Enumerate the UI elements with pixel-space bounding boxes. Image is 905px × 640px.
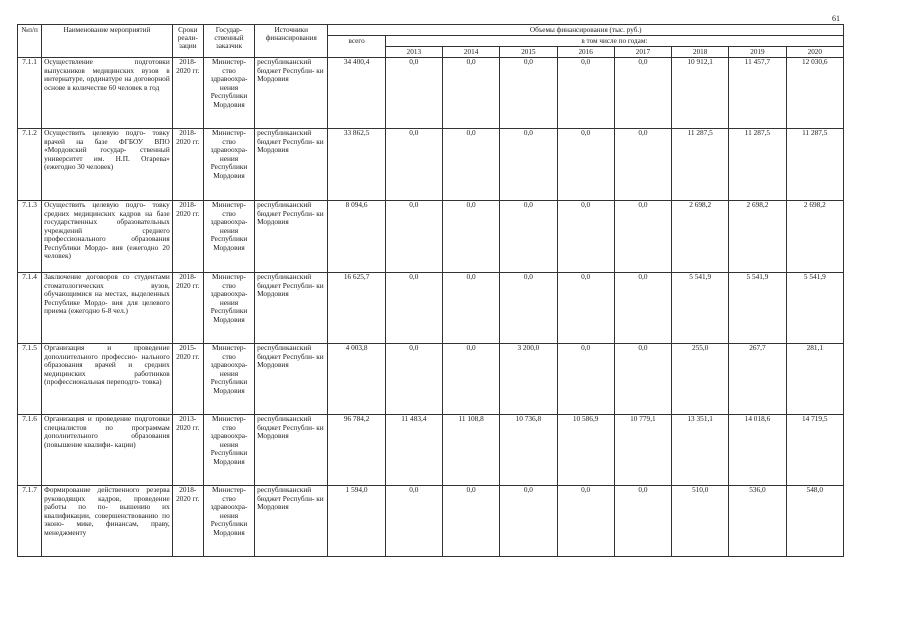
cell-terms: 2018-2020 гг. — [172, 129, 203, 201]
cell-terms: 2018-2020 гг. — [172, 201, 203, 273]
cell-year-value: 11 287,5 — [672, 129, 729, 201]
cell-source: республиканский бюджет Республи- ки Мордовия — [255, 129, 328, 201]
cell-year-value: 5 541,9 — [729, 273, 786, 344]
cell-year-value: 0,0 — [500, 129, 557, 201]
cell-year-value: 2 698,2 — [786, 201, 843, 273]
cell-num: 7.1.3 — [18, 201, 42, 273]
cell-terms: 2013-2020 гг. — [172, 415, 203, 486]
cell-year-value: 0,0 — [614, 58, 671, 129]
header-total: всего — [328, 36, 385, 58]
cell-year-value: 10 586,9 — [557, 415, 614, 486]
cell-year-value: 0,0 — [557, 129, 614, 201]
cell-year-value: 281,1 — [786, 344, 843, 415]
table-row — [18, 129, 844, 201]
cell-source: республиканский бюджет Республи- ки Мордовия — [255, 58, 328, 129]
header-year: 2014 — [442, 47, 499, 58]
cell-year-value: 10 912,1 — [672, 58, 729, 129]
cell-year-value: 0,0 — [442, 58, 499, 129]
header-year: 2020 — [786, 47, 843, 58]
table-row — [18, 486, 844, 557]
cell-year-value: 11 108,8 — [442, 415, 499, 486]
cell-name: Организация и проведение дополнительного профессио- нального образования врачей и средних медицинских работников (профессиональная переподго- товка) — [42, 344, 173, 415]
cell-year-value: 0,0 — [614, 344, 671, 415]
cell-num: 7.1.2 — [18, 129, 42, 201]
cell-year-value: 11 483,4 — [385, 415, 442, 486]
cell-year-value: 11 287,5 — [729, 129, 786, 201]
cell-year-value: 0,0 — [614, 486, 671, 557]
cell-year-value: 14 719,5 — [786, 415, 843, 486]
cell-year-value: 0,0 — [557, 201, 614, 273]
cell-customer: Министер- ство здравоохра- нения Республики Мордовия — [203, 58, 254, 129]
cell-terms: 2015-2020 гг. — [172, 344, 203, 415]
header-customer: Государ- ственный заказчик — [203, 25, 254, 58]
cell-total: 8 094,6 — [328, 201, 385, 273]
cell-total: 16 625,7 — [328, 273, 385, 344]
cell-name: Организация и проведение подготовки специалистов по программам дополнительного образования (повышение квалифи- кации) — [42, 415, 173, 486]
cell-year-value: 0,0 — [557, 344, 614, 415]
cell-num: 7.1.6 — [18, 415, 42, 486]
financing-table — [17, 24, 844, 557]
cell-num: 7.1.4 — [18, 273, 42, 344]
cell-name: Формирование действенного резерва руководящих кадров, проведение работы по по- вышению их квалификации, совершенствованию по эконо- мике, финансам, праву, менеджменту — [42, 486, 173, 557]
cell-name: Осуществить целевую подго- товку средних медицинских кадров на базе государственных образовательных учреждений среднего профессионального образования Республики Мордо- вия (ежегодно 20 человек) — [42, 201, 173, 273]
cell-year-value: 10 736,8 — [500, 415, 557, 486]
cell-year-value: 12 030,6 — [786, 58, 843, 129]
cell-year-value: 548,0 — [786, 486, 843, 557]
header-including: в том числе по годам: — [385, 36, 843, 47]
header-name: Наименование мероприятий — [42, 25, 173, 58]
cell-year-value: 267,7 — [729, 344, 786, 415]
cell-year-value: 510,0 — [672, 486, 729, 557]
header-year: 2017 — [614, 47, 671, 58]
cell-year-value: 0,0 — [442, 344, 499, 415]
header-year: 2016 — [557, 47, 614, 58]
cell-year-value: 0,0 — [557, 273, 614, 344]
table-row — [18, 344, 844, 415]
cell-total: 33 862,5 — [328, 129, 385, 201]
cell-year-value: 5 541,9 — [786, 273, 843, 344]
cell-name: Заключение договоров со студентами стоматологических вузов, обучающимися на местах, выделенных Республике Мордо- вия для целевого приема (ежегодно 6-8 чел.) — [42, 273, 173, 344]
cell-customer: Министер- ство здравоохра- нения Республики Мордовия — [203, 486, 254, 557]
header-year: 2019 — [729, 47, 786, 58]
cell-year-value: 0,0 — [557, 486, 614, 557]
cell-source: республиканский бюджет Республи- ки Мордовия — [255, 273, 328, 344]
header-volumes: Объемы финансирования (тыс. руб.) — [328, 25, 844, 36]
cell-year-value: 0,0 — [442, 273, 499, 344]
cell-year-value: 10 779,1 — [614, 415, 671, 486]
cell-year-value: 0,0 — [614, 201, 671, 273]
cell-year-value: 0,0 — [442, 201, 499, 273]
cell-year-value: 13 351,1 — [672, 415, 729, 486]
header-source: Источники финансирования — [255, 25, 328, 58]
cell-terms: 2018-2020 гг. — [172, 273, 203, 344]
table-row — [18, 201, 844, 273]
cell-terms: 2018-2020 гг. — [172, 58, 203, 129]
cell-year-value: 0,0 — [442, 129, 499, 201]
cell-num: 7.1.5 — [18, 344, 42, 415]
header-year: 2018 — [672, 47, 729, 58]
cell-total: 4 003,8 — [328, 344, 385, 415]
cell-year-value: 0,0 — [385, 344, 442, 415]
cell-year-value: 255,0 — [672, 344, 729, 415]
cell-customer: Министер- ство здравоохра- нения Республики Мордовия — [203, 201, 254, 273]
cell-year-value: 0,0 — [442, 486, 499, 557]
table-row — [18, 58, 844, 129]
cell-year-value: 0,0 — [385, 129, 442, 201]
cell-customer: Министер- ство здравоохра- нения Республики Мордовия — [203, 129, 254, 201]
cell-customer: Министер- ство здравоохра- нения Республики Мордовия — [203, 344, 254, 415]
cell-year-value: 0,0 — [385, 201, 442, 273]
cell-year-value: 2 698,2 — [672, 201, 729, 273]
cell-source: республиканский бюджет Республи- ки Мордовия — [255, 486, 328, 557]
page-number: 61 — [832, 14, 840, 23]
cell-customer: Министер- ство здравоохра- нения Республики Мордовия — [203, 415, 254, 486]
header-terms: Сроки реали- зации — [172, 25, 203, 58]
cell-year-value: 3 200,0 — [500, 344, 557, 415]
cell-name: Осуществление подготовки выпускников медицинских вузов в интернатуре, ординатуре на договорной основе в количестве 60 человек в год — [42, 58, 173, 129]
header-year: 2013 — [385, 47, 442, 58]
table-row — [18, 273, 844, 344]
header-year: 2015 — [500, 47, 557, 58]
cell-num: 7.1.7 — [18, 486, 42, 557]
cell-name: Осуществить целевую подго- товку врачей на базе ФГБОУ ВПО «Мордовский государ- ственный университет им. Н.П. Огарева» (ежегодно 30 человек) — [42, 129, 173, 201]
header-num: №п/п — [18, 25, 42, 58]
cell-year-value: 536,0 — [729, 486, 786, 557]
cell-year-value: 0,0 — [557, 58, 614, 129]
cell-source: республиканский бюджет Республи- ки Мордовия — [255, 415, 328, 486]
cell-year-value: 0,0 — [385, 58, 442, 129]
cell-year-value: 0,0 — [614, 273, 671, 344]
cell-total: 1 594,0 — [328, 486, 385, 557]
cell-total: 34 400,4 — [328, 58, 385, 129]
cell-num: 7.1.1 — [18, 58, 42, 129]
cell-year-value: 11 457,7 — [729, 58, 786, 129]
cell-customer: Министер- ство здравоохра- нения Республики Мордовия — [203, 273, 254, 344]
cell-source: республиканский бюджет Республи- ки Мордовия — [255, 201, 328, 273]
cell-year-value: 0,0 — [500, 273, 557, 344]
table-row — [18, 415, 844, 486]
cell-year-value: 0,0 — [500, 201, 557, 273]
cell-year-value: 5 541,9 — [672, 273, 729, 344]
cell-year-value: 0,0 — [385, 486, 442, 557]
cell-source: республиканский бюджет Республи- ки Мордовия — [255, 344, 328, 415]
cell-year-value: 14 018,6 — [729, 415, 786, 486]
cell-terms: 2018-2020 гг. — [172, 486, 203, 557]
cell-total: 96 784,2 — [328, 415, 385, 486]
cell-year-value: 0,0 — [614, 129, 671, 201]
cell-year-value: 0,0 — [385, 273, 442, 344]
cell-year-value: 11 287,5 — [786, 129, 843, 201]
cell-year-value: 0,0 — [500, 58, 557, 129]
cell-year-value: 0,0 — [500, 486, 557, 557]
cell-year-value: 2 698,2 — [729, 201, 786, 273]
